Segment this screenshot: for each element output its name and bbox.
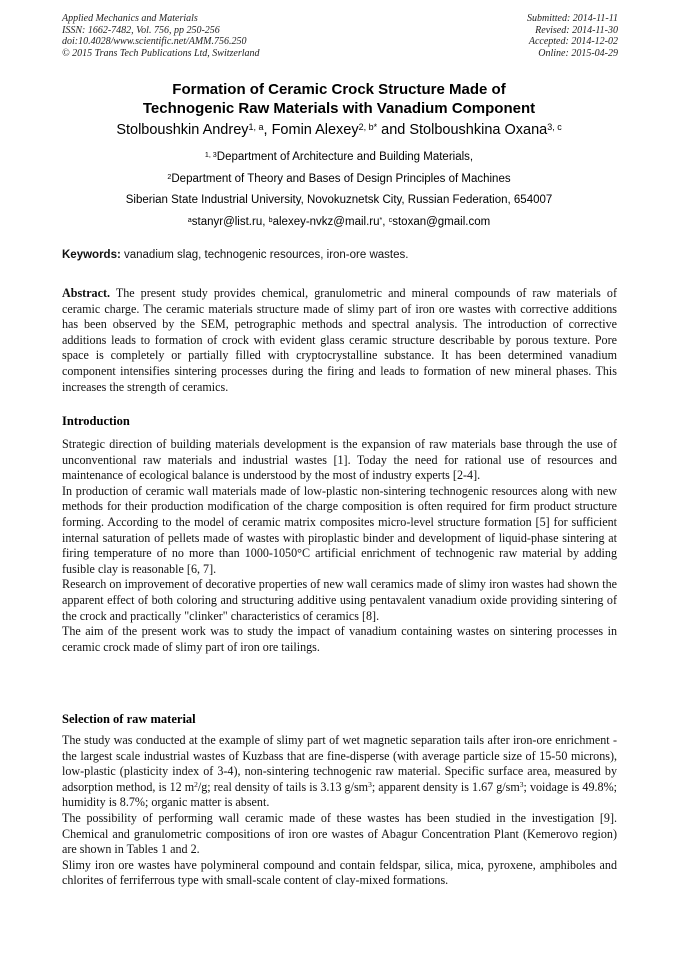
email-separator: , xyxy=(382,216,389,228)
online-date: Online: 2015-04-29 xyxy=(538,47,618,59)
exponent: 3 xyxy=(519,780,524,790)
email-a-mark: a xyxy=(187,215,192,224)
journal-copyright: © 2015 Trans Tech Publications Ltd, Switzerland xyxy=(62,47,260,59)
journal-header-right xyxy=(527,13,618,59)
revised-date: Revised: 2014-11-30 xyxy=(535,24,618,36)
title-line-1: Formation of Ceramic Crock Structure Made of xyxy=(172,81,506,98)
introduction-paragraph: The aim of the present work was to study the impact of vanadium containing wastes on sintering processes in ceramic crock made of slimy part of iron ore tailings. xyxy=(62,624,617,654)
affiliation-2-text: Department of Theory and Bases of Design Principles of Machines xyxy=(171,173,511,185)
author-1-affil: 1, a xyxy=(248,121,264,132)
introduction-paragraph: In production of ceramic wall materials made of low-plastic non-sintering technogenic resources along with new methods for their production modification of the charge composition is often required for firm product structure forming. According to the model of ceramic matrix composites micro-level structure formation [5] for sufficient internal saturation of pellets made of wastes with piroplastic binder and development of liquid-phase sintering at firing temperature of no more than 1000-1050°C artificial enrichment of technogenic raw material by adding fusible clay is reasonable [6, 7]. xyxy=(62,483,617,576)
keywords-label: Keywords: xyxy=(62,249,121,261)
abstract xyxy=(62,286,617,395)
submitted-date: Submitted: 2014-11-11 xyxy=(526,13,618,24)
author-separator: and xyxy=(377,122,410,138)
title-line-2: Technogenic Raw Materials with Vanadium Component xyxy=(142,100,536,117)
selection-paragraph xyxy=(62,733,617,811)
email-c-mark: c xyxy=(388,215,393,224)
affiliation-2-mark: 2 xyxy=(167,172,172,181)
author-separator: , xyxy=(263,122,272,138)
author-3-affil: 3, c xyxy=(547,121,562,132)
introduction-body xyxy=(62,437,617,655)
email-a-link[interactable]: stanyr@list.ru, xyxy=(191,216,269,228)
affiliation-1 xyxy=(40,150,638,164)
author-3: Stolboushkina Oxana xyxy=(409,122,548,138)
paper-title xyxy=(40,80,638,118)
selection-text: /g; real density of tails is 3.13 g/sm xyxy=(197,779,369,794)
affiliation-1-mark: 1, 3 xyxy=(204,150,217,159)
abstract-text: The present study provides chemical, granulometric and mineral compounds of raw materials of ceramic charge. The ceramic materials structure made of slimy part of iron ore wastes with corrective additions has been observed by the SEM, petrographic methods and spectral analysis. The introduction of corrective additions leads to formation of crock with evident glass ceramic structure describable by porous texture. Pore space is completely or partially filled with cryptocrystalline substance. It has been determined vanadium component intensifies sintering processes during the firing and leads to formation of new mineral phases. This increases the strength of ceramics. xyxy=(62,286,617,394)
email-b-mark: b xyxy=(268,215,273,224)
selection-text: The study was conducted at the example of slimy part of wet magnetic separation tails after iron-ore enrichment - the largest scale industrial wastes of Kuzbass that are fine-disperse (with average particle size of 15-50 microns), low-plastic (plasticity index of 3-4), non-sintering technogenic raw material. Specific surface area, measured by adsorption method, is 12 m xyxy=(62,733,617,794)
corresponding-mark: * xyxy=(379,215,383,224)
selection-body xyxy=(62,733,617,889)
introduction-paragraph: Strategic direction of building materials development is the expansion of raw materials base through the use of unconventional raw materials and industrial wastes [1]. Today the need for rational use of resources and maintenance of ecological balance is understood by the most of industry experts [2-4]. xyxy=(62,437,617,483)
journal-doi: doi:10.4028/www.scientific.net/AMM.756.250 xyxy=(62,36,247,47)
affiliation-2 xyxy=(40,172,638,186)
accepted-date: Accepted: 2014-12-02 xyxy=(528,36,618,47)
email-b-link[interactable]: alexey-nvkz@mail.ru xyxy=(272,216,380,228)
exponent: 2 xyxy=(194,780,198,790)
selection-text: ; apparent density is 1.67 g/sm xyxy=(371,779,520,794)
keywords xyxy=(62,248,617,262)
author-2-affil: 2, b* xyxy=(358,121,378,132)
selection-heading: Selection of raw material xyxy=(62,712,196,726)
selection-text: ; voidage is 49.8%; humidity is 8.7%; organic matter is absent. xyxy=(62,779,618,810)
author-list xyxy=(40,120,638,140)
exponent: 3 xyxy=(368,780,372,790)
selection-paragraph: Slimy iron ore wastes have polymineral compound and contain feldspar, silica, mica, pyroxene, amphiboles and chlorites of ferriferrous type with small-scale content of clay-mixed formations. xyxy=(62,857,617,888)
journal-header-left xyxy=(62,13,260,59)
keywords-text: vanadium slag, technogenic resources, iron-ore wastes. xyxy=(120,249,409,261)
journal-issn: ISSN: 1662-7482, Vol. 756, pp 250-256 xyxy=(62,24,220,36)
affiliation-1-text: Department of Architecture and Building Materials, xyxy=(216,151,474,163)
email-c-link[interactable]: stoxan@gmail.com xyxy=(392,216,491,228)
affiliation-university: Siberian State Industrial University, Novokuznetsk City, Russian Federation, 654007 xyxy=(125,194,553,206)
author-2: Fomin Alexey xyxy=(271,122,359,138)
abstract-label: Abstract. xyxy=(62,286,111,300)
selection-paragraph: The possibility of performing wall ceramic made of these wastes has been studied in the investigation [9]. Chemical and granulometric compositions of iron ore wastes of Abagur Concentration Plant (Kemerovo region) are shown in Tables 1 and 2. xyxy=(62,810,617,857)
introduction-heading: Introduction xyxy=(62,414,130,428)
author-1: Stolboushkin Andrey xyxy=(116,122,249,138)
introduction-paragraph: Research on improvement of decorative properties of new wall ceramics made of slimy iron wastes had shown the apparent effect of both coloring and structuring additive using pentavalent vanadium oxide providing sintering of the crock and practically "clinker" characteristics of ceramics [8]. xyxy=(62,577,617,623)
author-emails xyxy=(40,215,638,229)
journal-name: Applied Mechanics and Materials xyxy=(62,13,198,24)
